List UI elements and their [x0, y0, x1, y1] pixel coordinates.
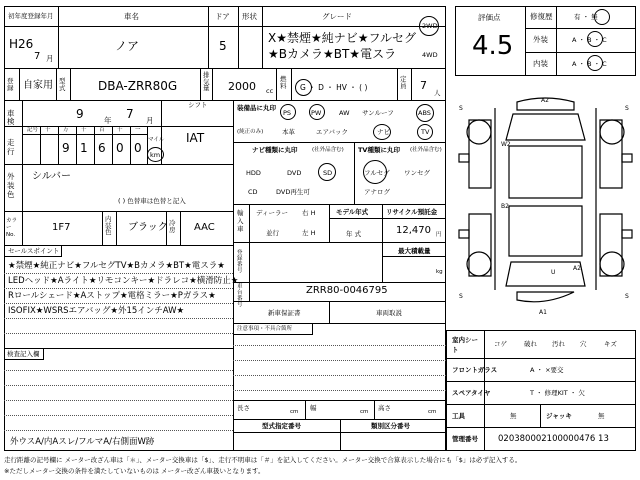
grade-line2: ★Bカメラ★BT★電スラ: [268, 47, 397, 61]
import-dealer: ディーラー: [256, 209, 288, 217]
mileage-label: 走行: [7, 138, 15, 156]
shift-label: シフト: [188, 101, 208, 109]
sales-points-label: セールスポイント: [8, 247, 60, 255]
inspection-month: 7: [126, 107, 134, 121]
tools-label: 工具: [452, 412, 465, 420]
repair-label: 修復歴: [530, 12, 553, 21]
width-label: 幅: [310, 404, 317, 412]
navi-cd: CD: [248, 188, 258, 196]
mgmt-label: 管理番号: [452, 435, 478, 443]
equipment-item: 本革: [282, 128, 295, 136]
sales-line-2: LEDヘッド★Aライト★リモコンキー★ドラレコ★横滑防止★: [8, 276, 239, 286]
seat-condition-item: コゲ: [494, 340, 507, 348]
diagram-label-s4: S: [625, 293, 629, 300]
grade-label: グレード: [322, 12, 352, 21]
car-name: ノア: [115, 39, 140, 53]
exterior-grade-label: 外装: [533, 35, 548, 44]
exterior-b-circle: [587, 31, 603, 47]
import-label: 輸入車: [237, 209, 244, 233]
first-reg-label: 初年度登録年月: [8, 12, 54, 20]
tv-sub: (社外品含む): [410, 147, 442, 153]
mileage-header: 十: [117, 127, 123, 133]
length-label: 長さ: [237, 404, 250, 412]
interior-b-circle: [587, 55, 603, 71]
front-glass-label: フロントガラス: [452, 366, 498, 374]
inspection-label: 車検: [7, 109, 15, 126]
interior-grade-options: A ・ B ・ C: [572, 60, 607, 68]
attention-label: 注意事項・不具合箇所: [237, 326, 293, 332]
recycle-unit: 円: [436, 232, 442, 238]
score-label: 評価点: [478, 13, 501, 22]
capacity-unit: 人: [434, 89, 441, 97]
import-left: 左 H: [302, 229, 316, 237]
ac: AAC: [194, 222, 215, 233]
mileage-divider: [112, 126, 113, 164]
recycle-value: 12,470: [396, 225, 431, 236]
color-no: 1F7: [52, 222, 71, 233]
car-name-label: 車名: [124, 12, 139, 21]
mileage-unit-km: km: [150, 151, 161, 159]
score: 4.5: [472, 31, 514, 61]
diagram-label-s3: S: [459, 293, 463, 300]
inspection-month-unit: 月: [146, 116, 154, 125]
fuel-g-circle: [295, 79, 312, 96]
first-reg-month: 7: [34, 51, 41, 62]
capacity-label: 定員: [400, 75, 407, 90]
door-label: ドア: [215, 12, 230, 21]
reg-type-label: 登録: [7, 77, 14, 92]
navi-hdd: HDD: [246, 169, 261, 177]
diagram-label-s2: S: [625, 105, 629, 112]
navi-sd: SD: [323, 169, 333, 177]
jack-label: ジャッキ: [546, 412, 572, 420]
import-parallel: 並行: [266, 229, 279, 237]
shift: IAT: [186, 131, 205, 145]
mileage-header: 千: [81, 127, 87, 133]
drive-2wd: 2WD: [422, 22, 438, 30]
registration-label: 登録番号: [237, 250, 243, 275]
tv-oneseg: ワンセグ: [404, 169, 430, 177]
abs-circle: [416, 104, 434, 122]
navi-dvd-play: DVD再生可: [276, 188, 310, 196]
inspector-note: 外ウスA/内Aスレ/フルマA/右側面W跡: [10, 437, 155, 447]
diagram-label-u: U: [551, 269, 556, 276]
color-no-label: カラーNo.: [6, 218, 18, 239]
pw-circle: [309, 104, 325, 120]
tools-value: 無: [510, 412, 517, 420]
height-unit: cm: [428, 409, 437, 415]
exterior-label: 外装色: [7, 172, 15, 199]
recycle-label: リサイクル預託金: [386, 208, 438, 216]
mileage-header: 記号: [27, 127, 39, 133]
model-year-unit: 年 式: [346, 230, 362, 238]
model-label: 型式: [59, 77, 66, 92]
navi-sub: (社外品含む): [312, 147, 344, 153]
warranty-new: 新車保証書: [268, 309, 301, 317]
equipment-item: サンルーフ: [362, 109, 394, 117]
equipment-label: 装備品に丸印: [237, 104, 276, 112]
diagram-label-a1: A1: [539, 309, 547, 316]
interior-seat-label: 室内シート: [452, 336, 478, 355]
mgmt-value: 020380002100000476 13: [498, 434, 609, 444]
frame-label: 車台番号: [237, 284, 243, 309]
mileage-header: 十: [45, 127, 51, 133]
front-glass-value: A ・ ×要交: [530, 366, 564, 374]
width-unit: cm: [360, 409, 369, 415]
displacement-label: 排気量: [203, 71, 210, 92]
tv-analog: アナログ: [364, 188, 390, 196]
spare-label: スペアタイヤ: [452, 389, 491, 397]
exterior-note: ( ) 色替車は色替と記入: [118, 197, 186, 205]
interior-grade-label: 内装: [533, 59, 548, 68]
fullseg-circle: [363, 160, 387, 184]
equipment-sub: (純正のみ): [237, 129, 264, 135]
grade-line1: X★禁煙★純ナビ★フルセグ: [268, 31, 417, 45]
designation-label: 型式指定番号: [262, 422, 301, 430]
frame-value: ZRR80-0046795: [306, 285, 388, 296]
equipment-item: エアバック: [316, 128, 348, 136]
capacity: 7: [420, 79, 427, 92]
equipment-item: ナビ: [377, 128, 390, 136]
inspection-year-unit: 年: [104, 116, 112, 125]
tv-circle: [417, 124, 433, 140]
footer-line-2: ※ただしメーター交換の条件を満たしていないものは メーター改ざん車扱いとなります。: [4, 467, 265, 475]
equipment-item: PW: [311, 109, 322, 117]
equipment-item: TV: [421, 128, 430, 136]
mileage-unit-mile: マイル: [148, 137, 165, 143]
repair-none-circle: [594, 9, 610, 25]
car-damage-diagram: [455, 80, 636, 330]
mileage-divider: [22, 126, 23, 164]
mileage-divider: [40, 126, 41, 164]
sales-line-3: Rロールシェード★Aストップ★電格ミラー★Pガラス★: [8, 291, 216, 301]
model: DBA-ZRR80G: [98, 79, 178, 93]
mileage-divider: [58, 126, 59, 164]
seat-condition-item: キズ: [604, 340, 617, 348]
tv-fullseg: フルセグ: [364, 169, 390, 177]
tv-label: TV種類に丸印: [358, 146, 400, 154]
diagram-label-b2: B2: [501, 203, 509, 210]
seat-condition-item: 破れ: [524, 340, 537, 348]
fuel-label: 燃料: [280, 75, 287, 90]
max-load-unit: kg: [436, 269, 443, 275]
exterior-grade-options: A ・ B ・ C: [572, 36, 607, 44]
warranty-manual: 車両取説: [376, 309, 402, 317]
sales-line-1: ★禁煙★純正ナビ★フルセグTV★Bカメラ★BT★電スラ★: [8, 261, 225, 271]
fuel-options: G ・ D ・ HV ・ ( ): [300, 83, 368, 92]
mileage-digit: 1: [80, 141, 88, 155]
footer-line-1: 走行距離の記号欄に メーター改ざん車は「＊」、メーター交換車は「$」、走行不明車は「＃」を記入してください。メーター交換で合算表示した場合にも「$」は必ず記入する。: [4, 456, 522, 464]
mileage-digit: 9: [62, 141, 70, 155]
diagram-label-a2-front: A2: [541, 97, 549, 104]
interior-color: ブラック: [128, 222, 168, 233]
first-reg-era: H26: [9, 37, 34, 51]
inspection-year: 9: [76, 107, 84, 121]
drive-4wd: 4WD: [422, 51, 438, 59]
sd-circle: [318, 163, 336, 181]
repair-options: 有 ・ 無: [574, 13, 598, 21]
exterior-color: シルバー: [32, 171, 72, 182]
equipment-item: AW: [339, 109, 350, 117]
displacement-unit: cc: [266, 87, 274, 95]
equipment-item: ABS: [418, 109, 431, 117]
ps-circle: [280, 104, 296, 120]
import-right: 右 H: [302, 209, 316, 217]
navi-dvd: DVD: [287, 169, 302, 177]
interior-label: 内装色: [105, 215, 112, 236]
mileage-divider: [130, 126, 131, 164]
ac-label: 冷房: [169, 219, 176, 234]
diagram-label-s1: S: [459, 105, 463, 112]
mileage-divider: [76, 126, 77, 164]
mileage-digit: 0: [134, 141, 142, 155]
mileage-header: 一: [135, 127, 141, 133]
mileage-header: 万: [63, 127, 69, 133]
navi-circle: [373, 124, 391, 140]
equipment-item: PS: [283, 109, 292, 117]
navi-label: ナビ種類に丸印: [252, 146, 298, 154]
first-reg-month-unit: 月: [46, 54, 54, 63]
category-label: 類別区分番号: [371, 422, 410, 430]
reg-type: 自家用: [23, 80, 53, 91]
mileage-divider: [94, 126, 95, 164]
mileage-digit: 0: [116, 141, 124, 155]
displacement: 2000: [228, 80, 256, 93]
height-label: 高さ: [378, 404, 391, 412]
seat-condition-item: 穴: [580, 340, 587, 348]
diagram-label-w2: W2: [501, 141, 511, 148]
diagram-label-a2-rear: A2: [573, 265, 581, 272]
inspector-label: 検査記入欄: [7, 350, 40, 358]
shape-label: 形状: [242, 12, 257, 21]
seat-condition-item: 汚れ: [552, 340, 565, 348]
sales-line-4: ISOFIX★WSRSエアバッグ★外15インチAW★: [8, 306, 185, 316]
jack-value: 無: [598, 412, 605, 420]
mileage-header: 百: [99, 127, 105, 133]
spare-value: T ・ 修理KIT ・ 欠: [530, 389, 585, 397]
mileage-digit: 6: [98, 141, 106, 155]
max-load-label: 最大積載量: [398, 247, 431, 255]
doors: 5: [219, 39, 227, 53]
model-year-label: モデル年式: [336, 208, 369, 216]
length-unit: cm: [290, 409, 299, 415]
